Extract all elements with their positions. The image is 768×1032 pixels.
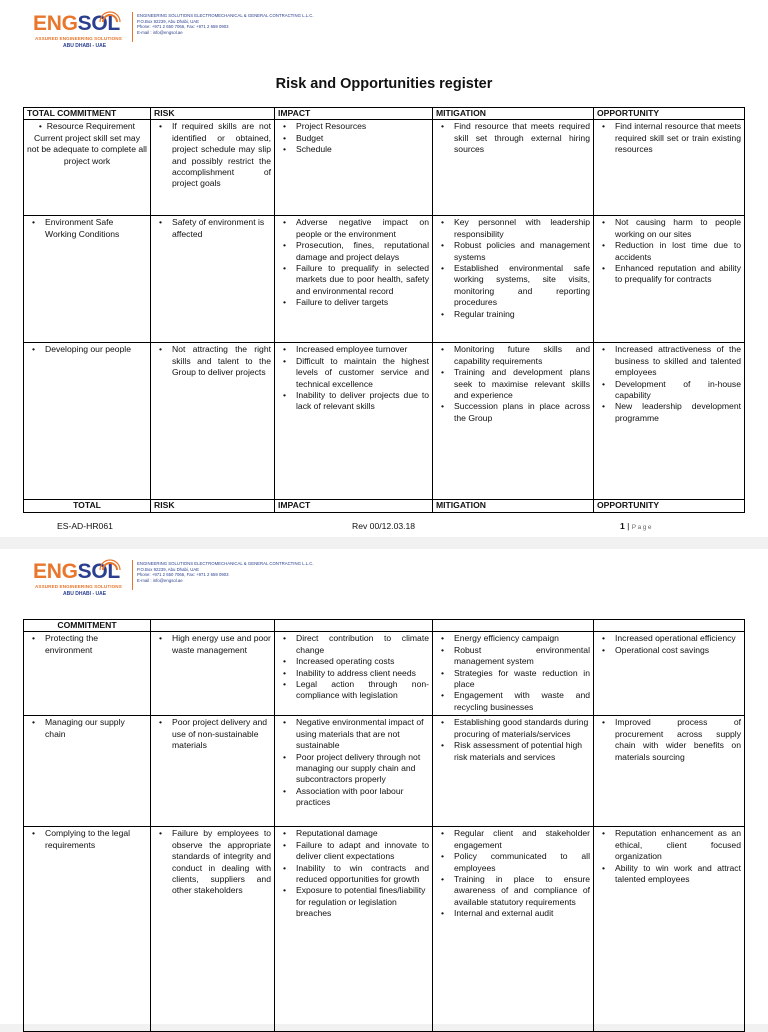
commitment-cell <box>24 120 151 216</box>
list-item: • New leadership development programme <box>615 401 741 424</box>
list-item: • Legal action through non-compliance with legislation <box>296 679 429 702</box>
commitment-text: • Managing our supply chain <box>45 717 147 740</box>
list-item: • Find internal resource that meets required skill set or train existing resources <box>615 121 741 155</box>
list-item: • Find resource that meets required skill set through external hiring sources <box>454 121 590 155</box>
list-item: • Development of in-house capability <box>615 379 741 402</box>
list-item: • Internal and external audit <box>454 908 590 919</box>
list-item: • Association with poor labour practices <box>296 786 429 809</box>
list-item: • Failure to deliver targets <box>296 297 429 308</box>
header-divider <box>132 12 133 42</box>
list-item: • Established environmental safe working systems, site visits, monitoring and reporting procedures <box>454 263 590 309</box>
list-item: • Inability to win contracts and reduced opportunities for growth <box>296 863 429 886</box>
opportunity-cell <box>594 343 745 500</box>
table-row <box>24 120 745 216</box>
risk-register-table-continued <box>23 619 745 1032</box>
impact-cell <box>275 120 433 216</box>
list-item: • Project Resources <box>296 121 429 132</box>
table-row <box>24 827 745 1032</box>
company-info <box>137 13 314 35</box>
logo-text-sol: SOL <box>77 12 120 35</box>
list-item: • Inability to address client needs <box>296 668 429 679</box>
list-item: • Robust environmental management system <box>454 645 590 668</box>
header-commitment: COMMITMENT <box>24 620 151 632</box>
list-item: • Regular training <box>454 309 590 320</box>
list-item: • Failure by employees to observe the appropriate standards of integrity and conduct in dealing with clients, suppliers and other stakeholders <box>172 828 271 896</box>
impact-cell <box>275 632 433 716</box>
risk-register-table <box>23 107 745 513</box>
footer-opportunity: OPPORTUNITY <box>594 500 745 512</box>
risk-cell <box>151 343 275 500</box>
list-item: • Direct contribution to climate change <box>296 633 429 656</box>
header-mitigation: MITIGATION <box>433 108 594 120</box>
commitment-text: • Complying to the legal requirements <box>45 828 147 851</box>
impact-cell <box>275 216 433 343</box>
company-info <box>137 561 314 583</box>
impact-cell <box>275 827 433 1032</box>
page-title: Risk and Opportunities register <box>275 76 493 92</box>
list-item: • Engagement with waste and recycling businesses <box>454 690 590 713</box>
company-address: P.O.Box 92239, Abu Dhabi, UAE <box>137 566 200 572</box>
list-item: • Safety of environment is affected <box>172 217 271 240</box>
engsol-logo <box>33 10 125 56</box>
footer-risk: RISK <box>151 500 275 512</box>
risk-cell <box>151 120 275 216</box>
opportunity-cell <box>594 716 745 827</box>
opportunity-cell <box>594 216 745 343</box>
list-item: • Inability to deliver projects due to lack of relevant skills <box>296 390 429 413</box>
list-item: • Negative environmental impact of using materials that are not sustainable <box>296 717 429 751</box>
mitigation-cell <box>433 120 594 216</box>
commitment-text: • Protecting the environment <box>45 633 147 656</box>
list-item: • Prosecution, fines, reputational damage and project delays <box>296 240 429 263</box>
company-phone: Phone: +971 2 650 7066, Fax: +971 2 659 0903 <box>137 24 229 29</box>
list-item: • Increased operating costs <box>296 656 429 667</box>
mitigation-cell <box>433 716 594 827</box>
logo-tagline: ASSURED ENGINEERING SOLUTIONS <box>35 584 122 589</box>
company-email: E-mail : info@engsol.ae <box>137 577 183 583</box>
signal-arc-icon <box>99 8 121 30</box>
list-item: • If required skills are not identified or obtained, project schedule may slip and possibly restrict the accomplishment of project goals <box>172 121 271 189</box>
table-row <box>24 632 745 716</box>
list-item: • Monitoring future skills and capability requirements <box>454 344 590 367</box>
list-item: • Poor project delivery and use of non-sustainable materials <box>172 717 271 751</box>
table-header-row <box>24 620 745 632</box>
opportunity-cell <box>594 827 745 1032</box>
logo-location: ABU DHABI - UAE <box>63 591 107 597</box>
list-item: • Succession plans in place across the Group <box>454 401 590 424</box>
company-phone: Phone: +971 2 650 7066, Fax: +971 2 659 0903 <box>137 572 229 577</box>
document-page-2 <box>0 549 768 1024</box>
company-name: ENGINEERING SOLUTIONS ELECTROMECHANICAL & GENERAL CONTRACTING L.L.C. <box>137 561 314 566</box>
list-item: • Reputational damage <box>296 828 429 839</box>
company-email: E-mail : info@engsol.ae <box>137 29 183 35</box>
list-item: • Robust policies and management systems <box>454 240 590 263</box>
logo-location: ABU DHABI - UAE <box>63 43 107 49</box>
page-number: 1 | Page <box>620 521 653 531</box>
risk-cell <box>151 716 275 827</box>
list-item: • Increased operational efficiency <box>615 633 741 644</box>
list-item: • Difficult to maintain the highest levels of customer service and technical excellence <box>296 356 429 390</box>
commitment-cell <box>24 632 151 716</box>
mitigation-cell <box>433 632 594 716</box>
list-item: • Energy efficiency campaign <box>454 633 590 644</box>
list-item: • Key personnel with leadership responsibility <box>454 217 590 240</box>
commitment-text: • Resource Requirement Current project skill set may not be adequate to complete all project work <box>27 121 147 165</box>
logo-text-eng: ENG <box>33 560 78 583</box>
list-item: • Increased employee turnover <box>296 344 429 355</box>
revision: Rev 00/12.03.18 <box>352 521 416 531</box>
company-address: P.O.Box 92239, Abu Dhabi, UAE <box>137 18 200 24</box>
footer-total: TOTAL <box>24 500 151 512</box>
list-item: • Improved process of procurement across supply chain with wider benefits on materials sourcing <box>615 717 741 763</box>
list-item: • Not attracting the right skills and talent to the Group to deliver projects <box>172 344 271 378</box>
list-item: • Adverse negative impact on people or the environment <box>296 217 429 240</box>
header-impact: IMPACT <box>275 108 433 120</box>
mitigation-cell <box>433 343 594 500</box>
list-item: • Establishing good standards during procuring of materials/services <box>454 717 590 740</box>
table-row <box>24 716 745 827</box>
commitment-text: • Environment Safe Working Conditions <box>45 217 147 240</box>
list-item: • Training and development plans seek to maximise relevant skills and experience <box>454 367 590 401</box>
list-item: • Failure to prequalify in selected markets due to poor health, safety and environmental record <box>296 263 429 297</box>
list-item: • Training in place to ensure awareness of and compliance of available statutory requirements <box>454 874 590 908</box>
list-item: • Reduction in lost time due to accidents <box>615 240 741 263</box>
list-item: • Ability to win work and attract talented employees <box>615 863 741 886</box>
risk-cell <box>151 216 275 343</box>
list-item: • Schedule <box>296 144 429 155</box>
signal-arc-icon <box>99 556 121 578</box>
mitigation-cell <box>433 827 594 1032</box>
risk-cell <box>151 827 275 1032</box>
list-item: • Failure to adapt and innovate to deliver client expectations <box>296 840 429 863</box>
commitment-cell <box>24 716 151 827</box>
list-item: • Enhanced reputation and ability to prequalify for contracts <box>615 263 741 286</box>
list-item: • Poor project delivery through not managing our supply chain and subcontractors properly <box>296 752 429 786</box>
footer-impact: IMPACT <box>275 500 433 512</box>
logo-text-eng: ENG <box>33 12 78 35</box>
list-item: • Budget <box>296 133 429 144</box>
table-row <box>24 343 745 500</box>
list-item: • Operational cost savings <box>615 645 741 656</box>
table-row <box>24 216 745 343</box>
commitment-cell <box>24 216 151 343</box>
list-item: • Regular client and stakeholder engagement <box>454 828 590 851</box>
list-item: • Increased attractiveness of the business to skilled and talented employees <box>615 344 741 378</box>
logo-text-sol: SOL <box>77 560 120 583</box>
list-item: • High energy use and poor waste management <box>172 633 271 656</box>
opportunity-cell <box>594 120 745 216</box>
impact-cell <box>275 716 433 827</box>
risk-cell <box>151 632 275 716</box>
list-item: • Not causing harm to people working on our sites <box>615 217 741 240</box>
mitigation-cell <box>433 216 594 343</box>
header-divider <box>132 560 133 590</box>
commitment-text: • Developing our people <box>45 344 147 355</box>
opportunity-cell <box>594 632 745 716</box>
company-name: ENGINEERING SOLUTIONS ELECTROMECHANICAL & GENERAL CONTRACTING L.L.C. <box>137 13 314 18</box>
table-header-row <box>24 108 745 120</box>
commitment-cell <box>24 827 151 1032</box>
engsol-logo <box>33 558 125 604</box>
list-item: • Strategies for waste reduction in place <box>454 668 590 691</box>
header-risk: RISK <box>151 108 275 120</box>
list-item: • Reputation enhancement as an ethical, client focused organization <box>615 828 741 862</box>
list-item: • Exposure to potential fines/liability for regulation or legislation breaches <box>296 885 429 919</box>
commitment-cell <box>24 343 151 500</box>
list-item: • Risk assessment of potential high risk materials and services <box>454 740 590 763</box>
list-item: • Policy communicated to all employees <box>454 851 590 874</box>
header-opportunity: OPPORTUNITY <box>594 108 745 120</box>
logo-tagline: ASSURED ENGINEERING SOLUTIONS <box>35 36 122 41</box>
table-footer-row <box>24 500 745 512</box>
header-commitment: TOTAL COMMITMENT <box>24 108 151 120</box>
footer-mitigation: MITIGATION <box>433 500 594 512</box>
doc-code: ES-AD-HR061 <box>57 521 113 531</box>
impact-cell <box>275 343 433 500</box>
